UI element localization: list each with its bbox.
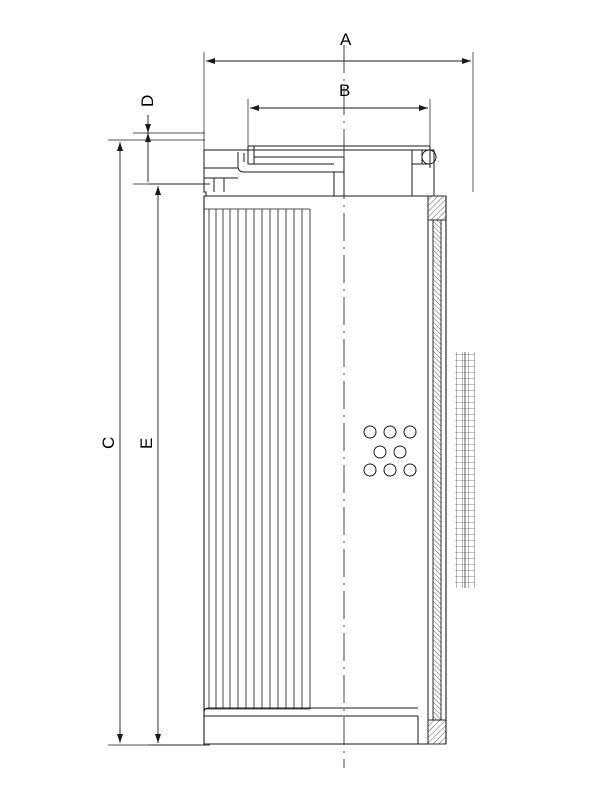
pleated-filter-media <box>204 209 310 709</box>
witness-lines <box>108 52 473 745</box>
outer-shell <box>428 196 446 744</box>
dimension-label-C: C <box>99 436 118 449</box>
dimension-label-A: A <box>340 30 352 49</box>
dimension-label-E: E <box>137 437 156 449</box>
bypass-hole-pattern <box>364 426 416 476</box>
upper-end-cap <box>204 146 436 196</box>
dimension-label-B: B <box>339 81 351 100</box>
dimension-label-D: D <box>138 94 157 107</box>
perforated-support-tube <box>455 352 475 588</box>
